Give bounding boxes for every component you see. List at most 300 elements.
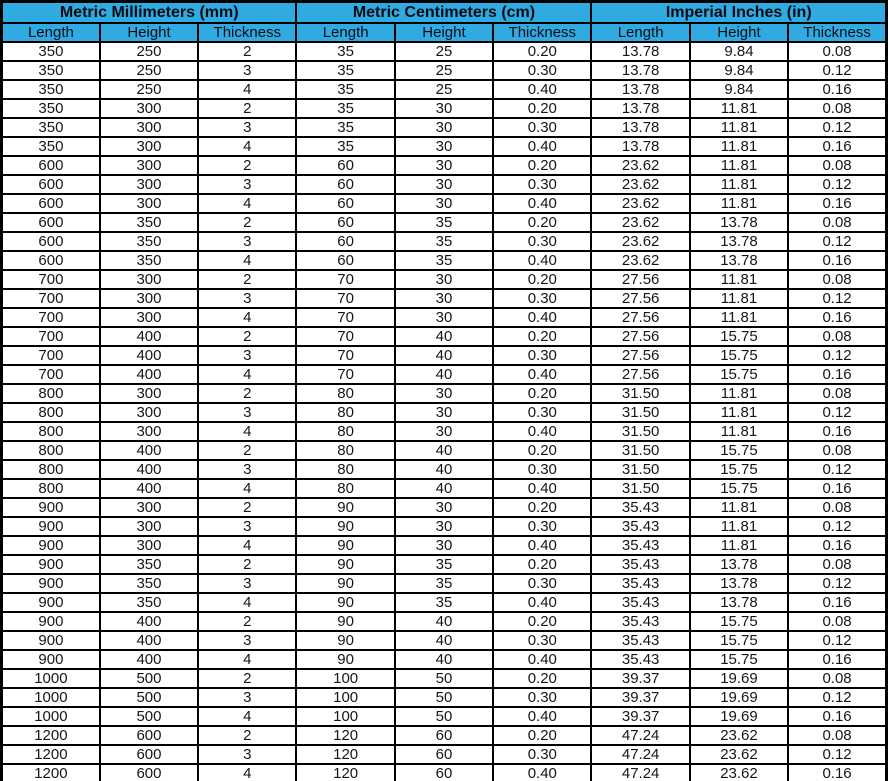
cell: 2 — [198, 555, 296, 574]
group-header-row — [2, 2, 887, 24]
cell: 0.12 — [788, 346, 886, 365]
group-header-metric-mm: Metric Millimeters (mm) — [2, 2, 297, 24]
cell: 350 — [100, 232, 198, 251]
cell: 4 — [198, 536, 296, 555]
cell: 350 — [2, 137, 100, 156]
cell: 800 — [2, 422, 100, 441]
table-header — [2, 2, 887, 43]
table-row — [2, 61, 887, 80]
column-header-row — [2, 23, 887, 42]
cell: 30 — [395, 270, 493, 289]
cell: 600 — [2, 175, 100, 194]
cell: 2 — [198, 441, 296, 460]
cell: 60 — [296, 213, 394, 232]
cell: 0.16 — [788, 536, 886, 555]
cell: 90 — [296, 517, 394, 536]
cell: 0.16 — [788, 650, 886, 669]
cell: 400 — [100, 612, 198, 631]
cell: 11.81 — [690, 118, 788, 137]
cell: 70 — [296, 270, 394, 289]
cell: 4 — [198, 251, 296, 270]
cell: 900 — [2, 574, 100, 593]
table-row — [2, 612, 887, 631]
cell: 0.16 — [788, 593, 886, 612]
cell: 11.81 — [690, 498, 788, 517]
cell: 600 — [2, 251, 100, 270]
cell: 2 — [198, 99, 296, 118]
cell: 0.30 — [493, 574, 591, 593]
cell: 25 — [395, 42, 493, 61]
cell: 35.43 — [591, 612, 689, 631]
table-row — [2, 346, 887, 365]
cell: 90 — [296, 631, 394, 650]
cell: 0.20 — [493, 498, 591, 517]
cell: 0.16 — [788, 479, 886, 498]
cell: 700 — [2, 327, 100, 346]
cell: 35 — [395, 213, 493, 232]
cell: 23.62 — [591, 251, 689, 270]
cell: 11.81 — [690, 289, 788, 308]
cell: 300 — [100, 536, 198, 555]
cell: 11.81 — [690, 99, 788, 118]
cell: 500 — [100, 707, 198, 726]
cell: 90 — [296, 555, 394, 574]
cell: 0.40 — [493, 764, 591, 781]
cell: 350 — [100, 251, 198, 270]
column-header-cm-thickness: Thickness — [493, 23, 591, 42]
cell: 90 — [296, 593, 394, 612]
table-row — [2, 764, 887, 781]
cell: 0.30 — [493, 688, 591, 707]
cell: 400 — [100, 650, 198, 669]
cell: 800 — [2, 403, 100, 422]
cell: 0.20 — [493, 213, 591, 232]
cell: 30 — [395, 99, 493, 118]
table-row — [2, 517, 887, 536]
cell: 3 — [198, 403, 296, 422]
cell: 25 — [395, 61, 493, 80]
cell: 350 — [2, 61, 100, 80]
cell: 9.84 — [690, 61, 788, 80]
cell: 3 — [198, 745, 296, 764]
cell: 11.81 — [690, 137, 788, 156]
cell: 80 — [296, 422, 394, 441]
cell: 0.30 — [493, 232, 591, 251]
cell: 13.78 — [591, 42, 689, 61]
cell: 11.81 — [690, 422, 788, 441]
table-row — [2, 251, 887, 270]
cell: 3 — [198, 289, 296, 308]
cell: 35 — [395, 593, 493, 612]
cell: 400 — [100, 346, 198, 365]
cell: 70 — [296, 308, 394, 327]
cell: 35.43 — [591, 555, 689, 574]
cell: 0.20 — [493, 441, 591, 460]
table-row — [2, 555, 887, 574]
cell: 13.78 — [690, 213, 788, 232]
cell: 0.08 — [788, 669, 886, 688]
table-row — [2, 422, 887, 441]
column-header-in-length: Length — [591, 23, 689, 42]
cell: 0.08 — [788, 327, 886, 346]
cell: 0.08 — [788, 42, 886, 61]
cell: 0.08 — [788, 156, 886, 175]
cell: 0.08 — [788, 726, 886, 745]
cell: 0.40 — [493, 536, 591, 555]
column-header-mm-height: Height — [100, 23, 198, 42]
cell: 15.75 — [690, 479, 788, 498]
cell: 13.78 — [690, 251, 788, 270]
cell: 27.56 — [591, 270, 689, 289]
column-header-in-thickness: Thickness — [788, 23, 886, 42]
cell: 47.24 — [591, 745, 689, 764]
cell: 13.78 — [690, 574, 788, 593]
cell: 700 — [2, 346, 100, 365]
cell: 350 — [100, 213, 198, 232]
cell: 0.40 — [493, 650, 591, 669]
cell: 120 — [296, 764, 394, 781]
table-row — [2, 631, 887, 650]
cell: 15.75 — [690, 327, 788, 346]
cell: 23.62 — [591, 213, 689, 232]
cell: 90 — [296, 536, 394, 555]
cell: 1200 — [2, 764, 100, 781]
cell: 3 — [198, 460, 296, 479]
cell: 35.43 — [591, 517, 689, 536]
cell: 60 — [395, 726, 493, 745]
table-row — [2, 99, 887, 118]
cell: 39.37 — [591, 688, 689, 707]
cell: 35 — [296, 118, 394, 137]
cell: 35 — [395, 251, 493, 270]
cell: 4 — [198, 593, 296, 612]
group-header-metric-cm: Metric Centimeters (cm) — [296, 2, 591, 24]
cell: 31.50 — [591, 460, 689, 479]
cell: 0.12 — [788, 745, 886, 764]
table-row — [2, 669, 887, 688]
cell: 35.43 — [591, 536, 689, 555]
cell: 300 — [100, 137, 198, 156]
table-row — [2, 194, 887, 213]
cell: 250 — [100, 80, 198, 99]
cell: 47.24 — [591, 764, 689, 781]
cell: 400 — [100, 479, 198, 498]
cell: 27.56 — [591, 365, 689, 384]
cell: 0.08 — [788, 213, 886, 232]
cell: 80 — [296, 460, 394, 479]
cell: 0.40 — [493, 251, 591, 270]
table-row — [2, 650, 887, 669]
cell: 50 — [395, 688, 493, 707]
cell: 11.81 — [690, 536, 788, 555]
cell: 70 — [296, 346, 394, 365]
cell: 350 — [100, 555, 198, 574]
cell: 60 — [296, 232, 394, 251]
cell: 2 — [198, 498, 296, 517]
cell: 1000 — [2, 707, 100, 726]
column-header-cm-height: Height — [395, 23, 493, 42]
table-row — [2, 745, 887, 764]
cell: 0.30 — [493, 517, 591, 536]
cell: 0.12 — [788, 460, 886, 479]
cell: 40 — [395, 327, 493, 346]
cell: 11.81 — [690, 194, 788, 213]
cell: 0.12 — [788, 175, 886, 194]
cell: 30 — [395, 422, 493, 441]
cell: 13.78 — [591, 137, 689, 156]
cell: 35 — [296, 80, 394, 99]
cell: 500 — [100, 688, 198, 707]
table-row — [2, 42, 887, 61]
cell: 3 — [198, 175, 296, 194]
table-row — [2, 536, 887, 555]
cell: 11.81 — [690, 403, 788, 422]
cell: 0.12 — [788, 118, 886, 137]
cell: 70 — [296, 365, 394, 384]
cell: 0.16 — [788, 80, 886, 99]
cell: 11.81 — [690, 517, 788, 536]
cell: 80 — [296, 403, 394, 422]
cell: 27.56 — [591, 289, 689, 308]
cell: 0.16 — [788, 365, 886, 384]
cell: 300 — [100, 422, 198, 441]
cell: 300 — [100, 118, 198, 137]
cell: 11.81 — [690, 156, 788, 175]
cell: 3 — [198, 346, 296, 365]
cell: 90 — [296, 650, 394, 669]
cell: 2 — [198, 156, 296, 175]
cell: 3 — [198, 574, 296, 593]
cell: 0.16 — [788, 308, 886, 327]
cell: 11.81 — [690, 175, 788, 194]
cell: 30 — [395, 137, 493, 156]
table-row — [2, 498, 887, 517]
table-row — [2, 213, 887, 232]
cell: 300 — [100, 403, 198, 422]
cell: 600 — [100, 726, 198, 745]
table-row — [2, 118, 887, 137]
cell: 300 — [100, 289, 198, 308]
cell: 23.62 — [591, 175, 689, 194]
cell: 4 — [198, 422, 296, 441]
cell: 900 — [2, 593, 100, 612]
cell: 0.20 — [493, 270, 591, 289]
cell: 40 — [395, 346, 493, 365]
cell: 80 — [296, 479, 394, 498]
cell: 0.12 — [788, 403, 886, 422]
cell: 9.84 — [690, 42, 788, 61]
table-row — [2, 232, 887, 251]
cell: 30 — [395, 517, 493, 536]
cell: 0.30 — [493, 460, 591, 479]
cell: 4 — [198, 365, 296, 384]
cell: 700 — [2, 289, 100, 308]
cell: 0.08 — [788, 270, 886, 289]
cell: 350 — [2, 42, 100, 61]
cell: 0.30 — [493, 631, 591, 650]
cell: 35.43 — [591, 574, 689, 593]
cell: 31.50 — [591, 479, 689, 498]
cell: 0.30 — [493, 745, 591, 764]
cell: 700 — [2, 365, 100, 384]
cell: 300 — [100, 194, 198, 213]
cell: 40 — [395, 631, 493, 650]
cell: 0.40 — [493, 593, 591, 612]
cell: 27.56 — [591, 327, 689, 346]
cell: 0.16 — [788, 251, 886, 270]
cell: 800 — [2, 441, 100, 460]
cell: 30 — [395, 118, 493, 137]
cell: 23.62 — [690, 764, 788, 781]
column-header-in-height: Height — [690, 23, 788, 42]
cell: 900 — [2, 498, 100, 517]
cell: 100 — [296, 669, 394, 688]
table-row — [2, 479, 887, 498]
column-header-mm-thickness: Thickness — [198, 23, 296, 42]
cell: 2 — [198, 42, 296, 61]
cell: 15.75 — [690, 460, 788, 479]
cell: 2 — [198, 327, 296, 346]
cell: 0.12 — [788, 289, 886, 308]
cell: 35.43 — [591, 650, 689, 669]
cell: 25 — [395, 80, 493, 99]
cell: 31.50 — [591, 441, 689, 460]
cell: 350 — [100, 574, 198, 593]
cell: 900 — [2, 631, 100, 650]
cell: 19.69 — [690, 669, 788, 688]
cell: 35 — [296, 61, 394, 80]
cell: 23.62 — [591, 232, 689, 251]
cell: 4 — [198, 80, 296, 99]
cell: 0.20 — [493, 384, 591, 403]
cell: 800 — [2, 384, 100, 403]
cell: 30 — [395, 384, 493, 403]
cell: 600 — [100, 764, 198, 781]
cell: 0.20 — [493, 726, 591, 745]
cell: 900 — [2, 555, 100, 574]
cell: 0.16 — [788, 194, 886, 213]
cell: 300 — [100, 175, 198, 194]
cell: 11.81 — [690, 270, 788, 289]
cell: 0.12 — [788, 232, 886, 251]
table-row — [2, 707, 887, 726]
cell: 30 — [395, 156, 493, 175]
cell: 30 — [395, 498, 493, 517]
cell: 2 — [198, 270, 296, 289]
cell: 350 — [2, 80, 100, 99]
cell: 31.50 — [591, 422, 689, 441]
cell: 35 — [296, 42, 394, 61]
cell: 90 — [296, 612, 394, 631]
table-row — [2, 137, 887, 156]
cell: 300 — [100, 517, 198, 536]
cell: 3 — [198, 517, 296, 536]
cell: 2 — [198, 384, 296, 403]
cell: 400 — [100, 365, 198, 384]
cell: 600 — [2, 194, 100, 213]
cell: 31.50 — [591, 384, 689, 403]
cell: 300 — [100, 498, 198, 517]
table-row — [2, 175, 887, 194]
cell: 30 — [395, 403, 493, 422]
cell: 4 — [198, 137, 296, 156]
cell: 400 — [100, 631, 198, 650]
cell: 350 — [2, 118, 100, 137]
cell: 0.12 — [788, 517, 886, 536]
cell: 23.62 — [690, 726, 788, 745]
cell: 60 — [395, 764, 493, 781]
cell: 27.56 — [591, 346, 689, 365]
cell: 0.40 — [493, 365, 591, 384]
cell: 13.78 — [591, 99, 689, 118]
cell: 0.20 — [493, 612, 591, 631]
cell: 15.75 — [690, 441, 788, 460]
cell: 40 — [395, 479, 493, 498]
cell: 2 — [198, 726, 296, 745]
cell: 100 — [296, 688, 394, 707]
cell: 400 — [100, 441, 198, 460]
cell: 27.56 — [591, 308, 689, 327]
table-row — [2, 327, 887, 346]
table-row — [2, 308, 887, 327]
table-row — [2, 289, 887, 308]
cell: 4 — [198, 308, 296, 327]
cell: 0.08 — [788, 498, 886, 517]
cell: 40 — [395, 650, 493, 669]
cell: 1200 — [2, 745, 100, 764]
table-row — [2, 80, 887, 99]
cell: 400 — [100, 460, 198, 479]
cell: 47.24 — [591, 726, 689, 745]
table-row — [2, 688, 887, 707]
cell: 23.62 — [690, 745, 788, 764]
cell: 2 — [198, 612, 296, 631]
cell: 80 — [296, 384, 394, 403]
cell: 0.12 — [788, 688, 886, 707]
table-row — [2, 593, 887, 612]
cell: 0.30 — [493, 403, 591, 422]
group-header-imperial-in: Imperial Inches (in) — [591, 2, 886, 24]
cell: 120 — [296, 726, 394, 745]
cell: 3 — [198, 688, 296, 707]
cell: 4 — [198, 707, 296, 726]
cell: 15.75 — [690, 365, 788, 384]
cell: 60 — [395, 745, 493, 764]
cell: 0.20 — [493, 555, 591, 574]
cell: 0.40 — [493, 194, 591, 213]
cell: 15.75 — [690, 650, 788, 669]
cell: 60 — [296, 156, 394, 175]
cell: 90 — [296, 574, 394, 593]
cell: 30 — [395, 536, 493, 555]
cell: 35 — [395, 574, 493, 593]
cell: 70 — [296, 327, 394, 346]
cell: 0.16 — [788, 137, 886, 156]
table-body — [2, 42, 887, 781]
cell: 120 — [296, 745, 394, 764]
cell: 50 — [395, 669, 493, 688]
cell: 0.08 — [788, 384, 886, 403]
table-row — [2, 365, 887, 384]
cell: 90 — [296, 498, 394, 517]
cell: 30 — [395, 289, 493, 308]
table-row — [2, 726, 887, 745]
cell: 13.78 — [690, 232, 788, 251]
cell: 50 — [395, 707, 493, 726]
cell: 700 — [2, 308, 100, 327]
cell: 30 — [395, 175, 493, 194]
cell: 0.30 — [493, 289, 591, 308]
